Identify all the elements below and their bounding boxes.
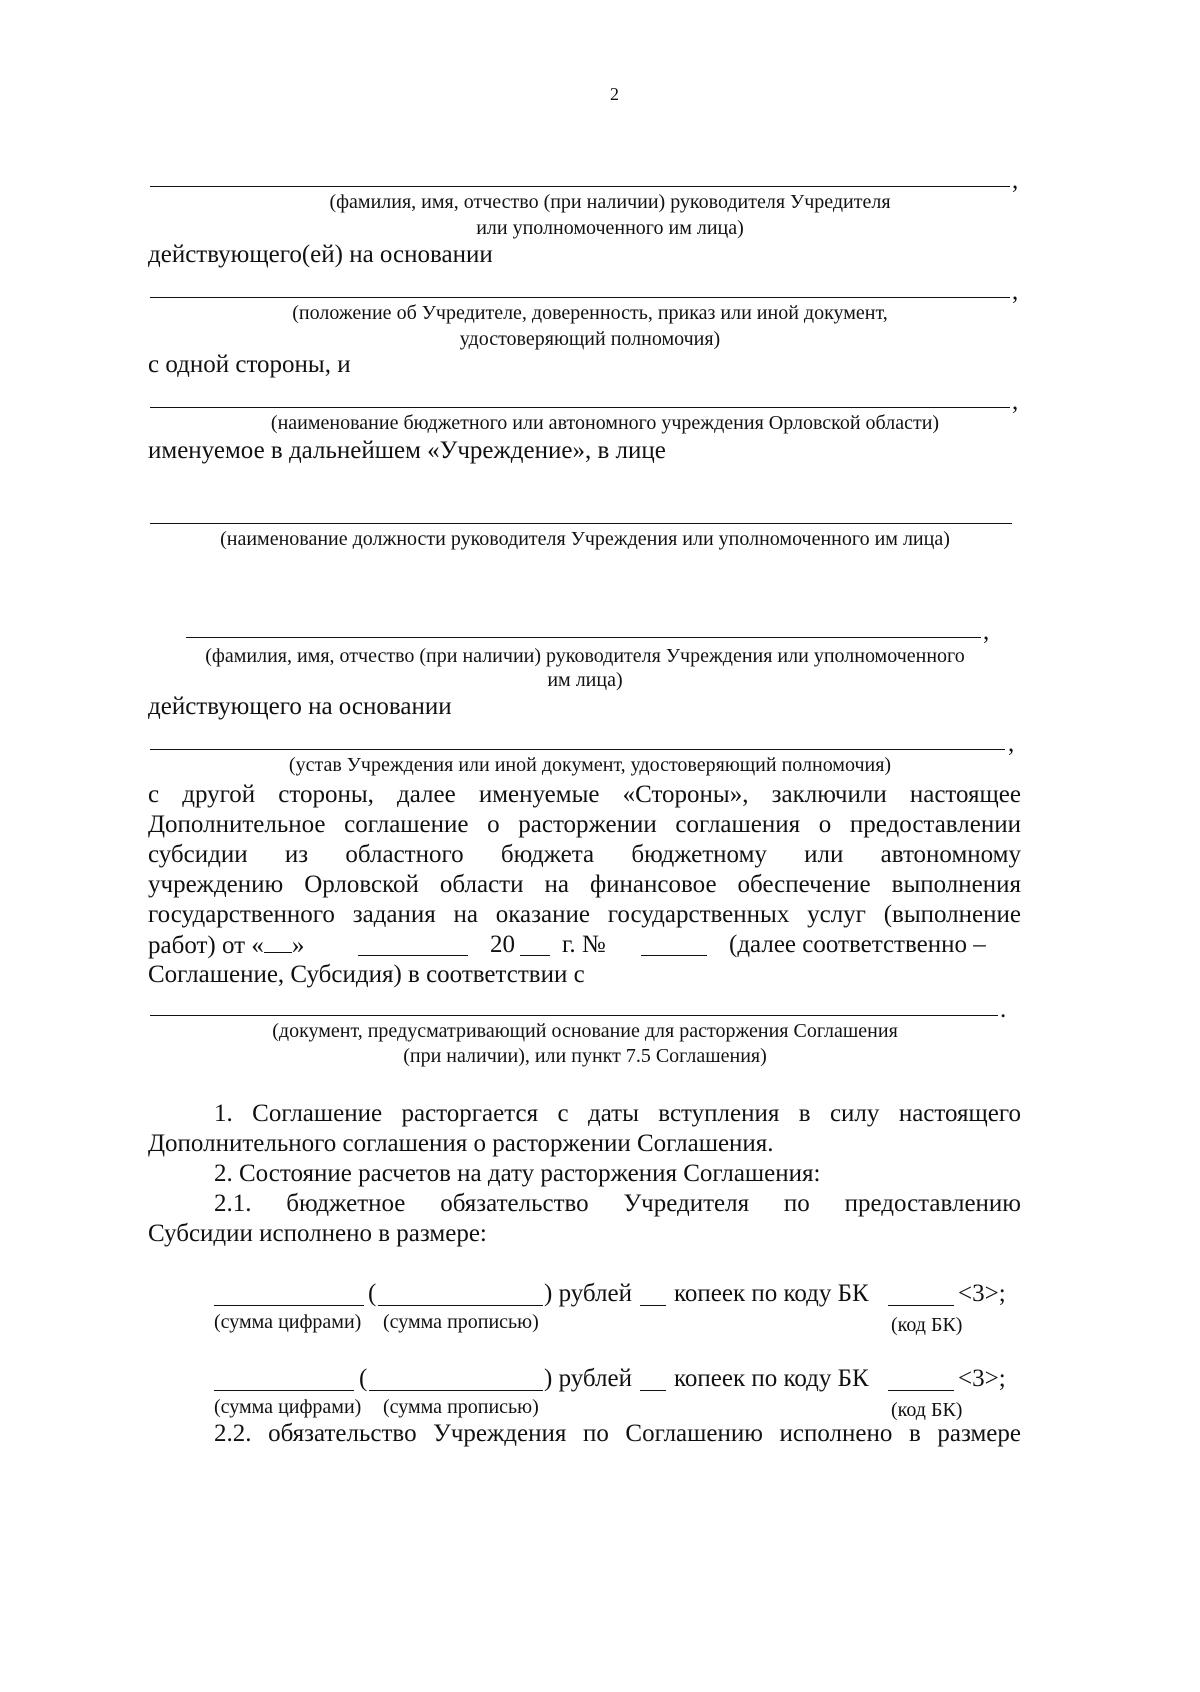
rubles-label: ) рублей [544,1365,632,1392]
line-trail-period: . [1000,996,1007,1023]
blank-sum-words [369,1368,543,1391]
fill-line-institution-head-position [150,523,1012,524]
fill-line-institution-charter [150,749,1005,750]
caption-termination-basis-1: (документ, предусматривающий основание для расторжения Соглашения [272,1020,898,1042]
paragraph-line-5: государственного задания на оказание государственных услуг (выполнение [148,901,1021,928]
item-2-2: 2.2. обязательство Учреждения по Соглашению исполнено в размере [214,1420,1021,1447]
fill-line-founder-document [150,297,1010,298]
rubles-label: ) рублей [544,1280,632,1307]
blank-bk-code [888,1368,954,1391]
item-2-1-line-1: 2.1. бюджетное обязательство Учредителя по предоставлению [214,1190,1021,1217]
blank-sum-digits [214,1368,354,1391]
year-prefix: 20 [490,931,515,958]
paragraph-line-4: учреждению Орловской области на финансовое обеспечение выполнения [148,871,1021,898]
caption-founder-document-2: удостоверяющий полномочия) [459,328,721,350]
paragraph-line-2: Дополнительное соглашение о расторжении соглашения о предоставлении [148,811,1021,838]
blank-day [264,930,292,953]
line-trail-comma: , [1012,167,1019,194]
fill-line-termination-basis [150,1015,998,1016]
line-trail-comma: , [983,618,990,645]
paragraph-line-6 [148,930,304,961]
paragraph-line-3: субсидии из областного бюджета бюджетному или автономному [148,841,1021,868]
hereinafter-respectively: (далее соответственно – [729,931,986,958]
item-2-1-line-2: Субсидии исполнено в размере: [148,1220,487,1247]
quote-close: » [291,932,305,959]
blank-sum-digits [214,1283,364,1306]
item-1-line-1: 1. Соглашение расторгается с даты вступления в силу настоящего [214,1100,1021,1127]
paragraph-line-1: с другой стороны, далее именуемые «Стороны», заключили настоящее [148,781,1021,808]
caption-founder-head-name-1: (фамилия, имя, отчество (при наличии) руководителя Учредителя [329,191,891,213]
page-number: 2 [610,84,619,104]
caption-founder-document-1: (положение об Учредителе, доверенность, приказ или иной документ, [292,302,888,324]
caption-sum-digits: (сумма цифрами) [214,1311,362,1333]
item-1-line-2: Дополнительного соглашения о расторжении Соглашения. [148,1130,774,1157]
caption-sum-digits: (сумма цифрами) [214,1396,362,1418]
paren-open: ( [359,1365,368,1392]
line-trail-comma: , [1012,388,1019,415]
item-2: 2. Состояние расчетов на дату расторжения Соглашения: [214,1160,821,1187]
note-ref: <3>; [958,1365,1006,1392]
kopeks-code-label: копеек по коду БК [674,1365,869,1392]
blank-sum-words [378,1283,543,1306]
works-from-text: работ) от « [148,932,264,959]
caption-sum-words: (сумма прописью) [383,1396,539,1418]
text-acting-basis-2: действующего на основании [148,693,452,720]
kopeks-code-label: копеек по коду БК [674,1280,869,1307]
line-trail-comma: , [1012,278,1019,305]
paragraph-line-7: Соглашение, Субсидия) в соответствии с [148,961,585,988]
text-one-side: с одной стороны, и [148,351,351,378]
caption-bk-code: (код БК) [891,1399,963,1421]
caption-institution-head-name-1: (фамилия, имя, отчество (при наличии) руководителя Учреждения или уполномоченного [205,645,965,667]
line-trail-comma: , [1008,730,1015,757]
blank-bk-code [888,1283,954,1306]
blank-kopeks [640,1368,666,1391]
blank-kopeks [640,1283,666,1306]
text-acting-basis: действующего(ей) на основании [148,241,493,268]
caption-institution-name: (наименование бюджетного или автономного учреждения Орловской области) [270,412,940,434]
caption-termination-basis-2: (при наличии), или пункт 7.5 Соглашения) [403,1045,767,1067]
fill-line-institution-name [150,407,1010,408]
caption-institution-head-name-2: им лица) [547,669,623,691]
fill-line-founder-head-name [150,186,1010,187]
fill-line-institution-head-name [186,637,981,638]
note-ref: <3>; [958,1280,1006,1307]
blank-year [520,933,550,956]
blank-agreement-number [641,933,707,956]
text-hereinafter-institution: именуемое в дальнейшем «Учреждение», в лице [148,437,666,464]
caption-sum-words: (сумма прописью) [383,1311,539,1333]
caption-institution-head-position: (наименование должности руководителя Учреждения или уполномоченного им лица) [220,528,950,550]
caption-founder-head-name-2: или уполномоченного им лица) [476,217,744,239]
blank-month [358,933,468,956]
year-number-label: г. № [562,931,606,958]
paren-open: ( [368,1280,377,1307]
caption-bk-code: (код БК) [891,1314,963,1336]
caption-institution-charter: (устав Учреждения или иной документ, удостоверяющий полномочия) [288,754,892,776]
